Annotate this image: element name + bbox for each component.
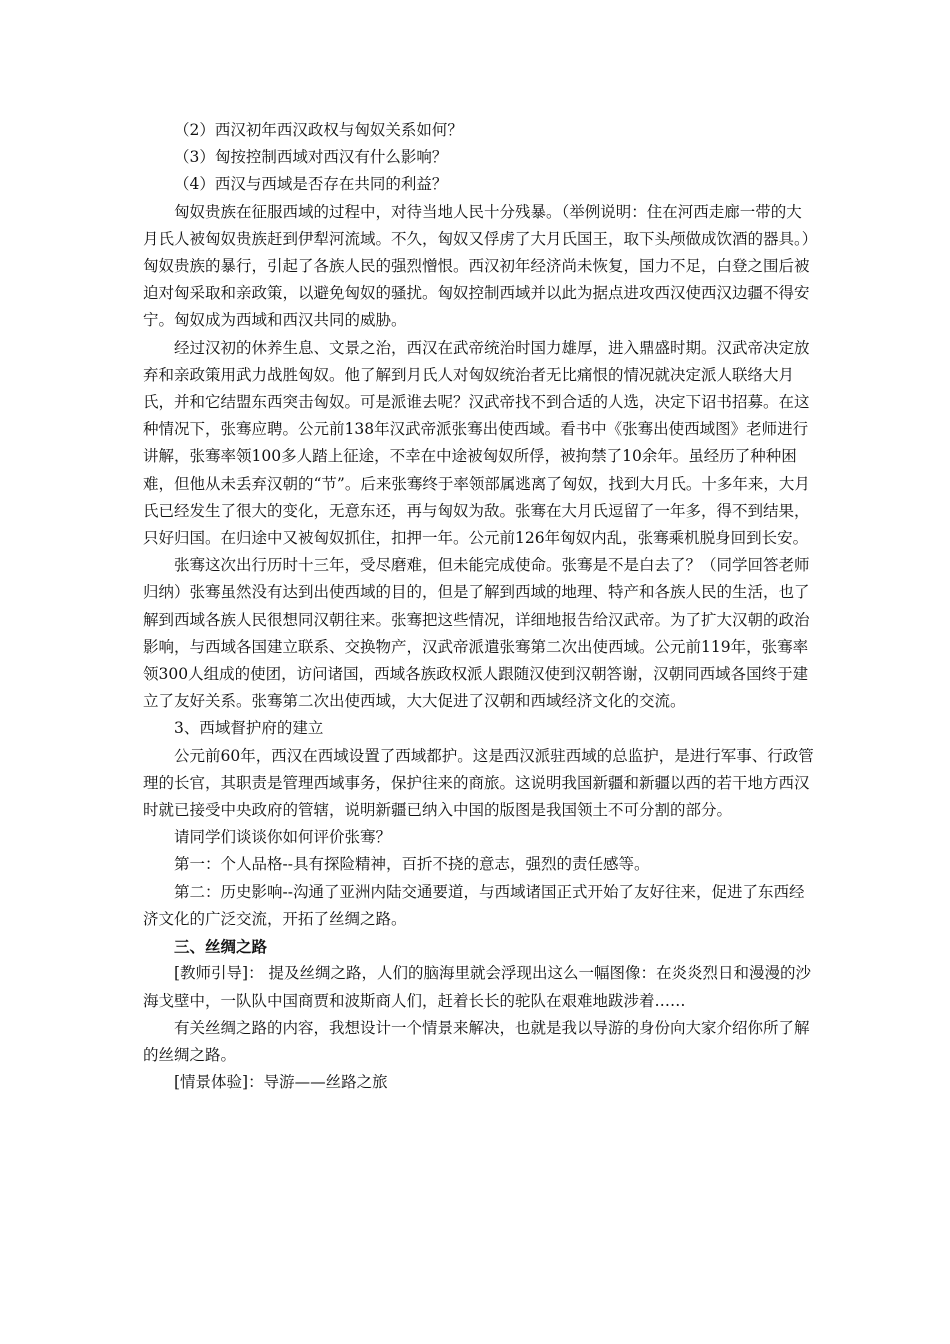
question-3: （3）匈按控制西域对西汉有什么影响？ bbox=[174, 148, 448, 167]
paragraph-teacher-guide: [教师引导]： 提及丝绸之路，人们的脑海里就会浮现出这么一幅图像：在炎炎烈日和漫漫的沙海戈壁中，一队队中国商贾和波斯商人们，赶着长长的驼队在艰难地跋涉着…… bbox=[143, 964, 812, 1010]
paragraph-xiongnu: 匈奴贵族在征服西域的过程中，对待当地人民十分残暴。（举例说明：住在河西走廊一带的大月氏人被匈奴贵族赶到伊犁河流域。不久，匈奴又俘虏了大月氏国王，取下头颅做成饮酒的器具。）匈奴贵族的暴行，引起了各族人民的强烈憎恨。西汉初年经济尚未恢复，国力不足，白登之围后被迫对匈采取和亲政策，以避免匈奴的骚扰。匈奴控制西域并以此为据点进攻西汉使西汉边疆不得安宁。匈奴成为西域和西汉共同的威胁。 bbox=[143, 202, 810, 330]
section-title-silk-road: 三、丝绸之路 bbox=[174, 937, 268, 957]
paragraph-evaluation-impact: 第二：历史影响--沟通了亚洲内陆交通要道，与西域诸国正式开始了友好往来，促进了东西经济文化的广泛交流，开拓了丝绸之路。 bbox=[143, 882, 805, 928]
paragraph-zhangqian-second-mission: 张骞这次出行历时十三年，受尽磨难，但未能完成使命。张骞是不是白去了？（同学回答老师归纳）张骞虽然没有达到出使西域的目的，但是了解到西域的地理、特产和各族人民的生活，也了解到西域各族人民很想同汉朝往来。张骞把这些情况，详细地报告给汉武帝。为了扩大汉朝的政治影响，与西域各国建立联系、交换物产，汉武帝派遣张骞第二次出使西域。公元前119年，张骞率领300人组成的使团，访问诸国，西域各族政权派人跟随汉使到汉朝答谢，汉朝同西域各国终于建立了友好关系。张骞第二次出使西域，大大促进了汉朝和西域经济文化的交流。 bbox=[143, 556, 810, 711]
question-2: （2）西汉初年西汉政权与匈奴关系如何？ bbox=[174, 121, 463, 139]
document-body bbox=[143, 117, 815, 1096]
paragraph-evaluate-question: 请同学们谈谈你如何评价张骞？ bbox=[174, 828, 392, 847]
paragraph-zhangqian-first-mission: 经过汉初的休养生息、文景之治，西汉在武帝统治时国力雄厚，进入鼎盛时期。汉武帝决定放弃和亲政策用武力战胜匈奴。他了解到月氏人对匈奴统治者无比痛恨的情况就决定派人联络大月氏，并和它结盟东西突击匈奴。可是派谁去呢？汉武帝找不到合适的人选，决定下诏书招募。在这种情况下，张骞应聘。公元前138年汉武帝派张骞出使西域。看书中《张骞出使西域图》老师进行讲解，张骞率领100多人踏上征途，不幸在中途被匈奴所俘，被拘禁了10余年。虽经历了种种困难，但他从未丢弃汉朝的“节”。后来张骞终于率领部属逃离了匈奴，找到大月氏。十多年来，大月氏已经发生了很大的变化，无意东还，再与匈奴为敌。张骞在大月氏逗留了一年多，得不到结果，只好归国。在归途中又被匈奴抓住，扣押一年。公元前126年匈奴内乱，张骞乘机脱身回到长安。 bbox=[143, 338, 810, 548]
paragraph-scenario-design: 有关丝绸之路的内容，我想设计一个情景来解决，也就是我以导游的身份向大家介绍你所了解的丝绸之路。 bbox=[143, 1018, 810, 1064]
heading-protectorate: 3、西域督护府的建立 bbox=[174, 719, 324, 738]
paragraph-evaluation-character: 第一：个人品格--具有探险精神，百折不挠的意志，强烈的责任感等。 bbox=[174, 855, 650, 874]
question-4: （4）西汉与西域是否存在共同的利益？ bbox=[174, 175, 448, 194]
paragraph-scenario-experience: [情景体验]：导游——丝路之旅 bbox=[174, 1073, 388, 1092]
paragraph-protectorate: 公元前60年，西汉在西域设置了西域都护。这是西汉派驻西域的总监护，是进行军事、行政管理的长官，其职责是管理西域事务，保护往来的商旅。这说明我国新疆和新疆以西的若干地方西汉时就已接受中央政府的管辖，说明新疆已纳入中国的版图是我国领土不可分割的部分。 bbox=[143, 746, 814, 820]
